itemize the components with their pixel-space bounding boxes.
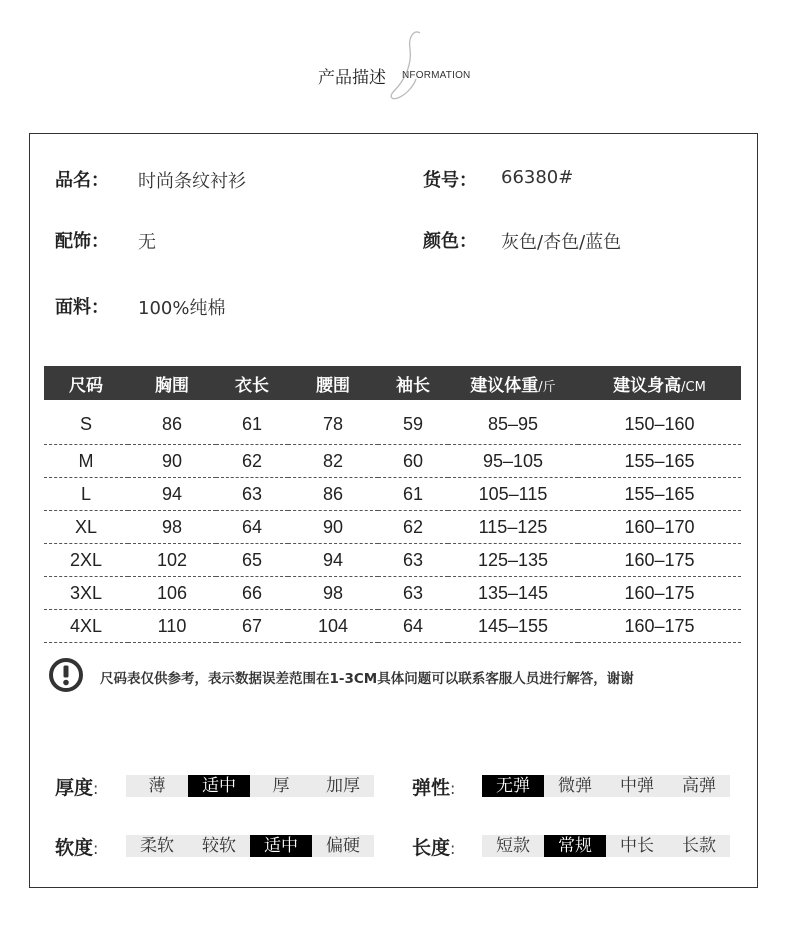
cell-size: 2XL <box>44 544 128 577</box>
color-label: 颜色： <box>423 231 477 252</box>
cell-waist: 86 <box>288 478 378 511</box>
softness-label: 软度: <box>55 837 99 859</box>
cell-length: 63 <box>216 478 288 511</box>
cell-waist: 98 <box>288 577 378 610</box>
length-option: 中长 <box>620 836 654 856</box>
note-text: 尺码表仅供参考，表示数据误差范围在1-3CM具体问题可以联系客服人员进行解答，谢谢 <box>100 671 634 687</box>
cell-chest: 102 <box>128 544 216 577</box>
height-unit: /CM <box>681 379 706 395</box>
table-row <box>44 577 741 610</box>
cell-size: XL <box>44 511 128 544</box>
cell-size: 4XL <box>44 610 128 643</box>
code-row <box>423 166 574 192</box>
size-table-header <box>44 366 741 400</box>
thickness-option: 厚 <box>272 776 290 796</box>
cell-chest: 86 <box>128 400 216 445</box>
elasticity-label: 弹性: <box>412 777 456 799</box>
cell-length: 65 <box>216 544 288 577</box>
exclamation-circle-icon <box>48 657 84 693</box>
cell-length: 61 <box>216 400 288 445</box>
elasticity-option: 无弹 <box>482 775 544 797</box>
cell-length: 67 <box>216 610 288 643</box>
cell-weight: 125–135 <box>448 544 578 577</box>
name-row <box>55 166 246 192</box>
elasticity-option: 微弹 <box>558 776 592 796</box>
fabric-value: 100%纯棉 <box>138 298 226 319</box>
section-header <box>0 55 790 105</box>
cell-waist: 78 <box>288 400 378 445</box>
table-row <box>44 400 741 445</box>
softness-option: 柔软 <box>140 836 174 856</box>
cell-sleeve: 64 <box>378 610 448 643</box>
header-chest: 胸围 <box>155 375 189 396</box>
cell-sleeve: 63 <box>378 544 448 577</box>
length-option: 长款 <box>682 836 716 856</box>
cell-waist: 94 <box>288 544 378 577</box>
thickness-option: 薄 <box>148 776 166 796</box>
softness-option: 适中 <box>250 835 312 857</box>
length-option: 短款 <box>496 836 530 856</box>
fabric-row <box>55 293 226 319</box>
cell-chest: 90 <box>128 445 216 478</box>
cell-weight: 105–115 <box>448 478 578 511</box>
cell-height: 160–175 <box>578 577 741 610</box>
thickness-options <box>126 775 374 797</box>
accessory-value: 无 <box>138 232 156 253</box>
header-sleeve: 袖长 <box>396 375 430 396</box>
name-label: 品名： <box>55 170 109 191</box>
cell-sleeve: 60 <box>378 445 448 478</box>
cell-waist: 82 <box>288 445 378 478</box>
cell-waist: 90 <box>288 511 378 544</box>
cell-weight: 115–125 <box>448 511 578 544</box>
cell-size: L <box>44 478 128 511</box>
cell-length: 62 <box>216 445 288 478</box>
table-row <box>44 544 741 577</box>
color-row <box>423 227 622 253</box>
softness-option: 偏硬 <box>326 836 360 856</box>
cell-weight: 85–95 <box>448 400 578 445</box>
cell-sleeve: 63 <box>378 577 448 610</box>
cell-height: 160–175 <box>578 610 741 643</box>
weight-unit: /斤 <box>538 379 556 395</box>
size-note <box>48 657 738 697</box>
cell-sleeve: 59 <box>378 400 448 445</box>
thickness-option: 适中 <box>188 775 250 797</box>
cell-length: 66 <box>216 577 288 610</box>
length-options <box>482 835 730 857</box>
cell-weight: 135–145 <box>448 577 578 610</box>
cell-chest: 94 <box>128 478 216 511</box>
cell-height: 155–165 <box>578 445 741 478</box>
cell-size: S <box>44 400 128 445</box>
cell-chest: 98 <box>128 511 216 544</box>
table-row <box>44 610 741 643</box>
header-length: 衣长 <box>235 375 269 396</box>
header-weight: 建议体重/斤 <box>470 375 556 396</box>
section-title-en: NFORMATION <box>402 70 471 81</box>
cell-height: 160–170 <box>578 511 741 544</box>
cell-sleeve: 62 <box>378 511 448 544</box>
cell-height: 155–165 <box>578 478 741 511</box>
section-title-cn: 产品描述 <box>318 68 386 88</box>
header-size: 尺码 <box>69 375 103 396</box>
cell-length: 64 <box>216 511 288 544</box>
cell-size: M <box>44 445 128 478</box>
code-value: 66380# <box>501 167 574 188</box>
thickness-label: 厚度: <box>55 777 99 799</box>
elasticity-option: 高弹 <box>682 776 716 796</box>
softness-options <box>126 835 374 857</box>
length-label: 长度: <box>412 837 456 859</box>
size-table <box>44 366 741 643</box>
elasticity-options <box>482 775 730 797</box>
accessory-row <box>55 227 156 253</box>
table-row <box>44 478 741 511</box>
length-option: 常规 <box>544 835 606 857</box>
cell-chest: 110 <box>128 610 216 643</box>
softness-option: 较软 <box>202 836 236 856</box>
elasticity-option: 中弹 <box>620 776 654 796</box>
cell-height: 160–175 <box>578 544 741 577</box>
cell-chest: 106 <box>128 577 216 610</box>
cell-waist: 104 <box>288 610 378 643</box>
cell-weight: 95–105 <box>448 445 578 478</box>
code-label: 货号： <box>423 170 477 191</box>
cell-height: 150–160 <box>578 400 741 445</box>
name-value: 时尚条纹衬衫 <box>138 171 246 192</box>
color-value: 灰色/杏色/蓝色 <box>501 232 622 253</box>
header-waist: 腰围 <box>316 375 350 396</box>
fabric-label: 面料： <box>55 297 109 318</box>
thickness-option: 加厚 <box>326 776 360 796</box>
cell-sleeve: 61 <box>378 478 448 511</box>
cell-size: 3XL <box>44 577 128 610</box>
table-row <box>44 445 741 478</box>
header-height: 建议身高/CM <box>613 375 706 396</box>
accessory-label: 配饰： <box>55 231 109 252</box>
swirl-letter-decoration <box>388 27 428 107</box>
table-row <box>44 511 741 544</box>
cell-weight: 145–155 <box>448 610 578 643</box>
